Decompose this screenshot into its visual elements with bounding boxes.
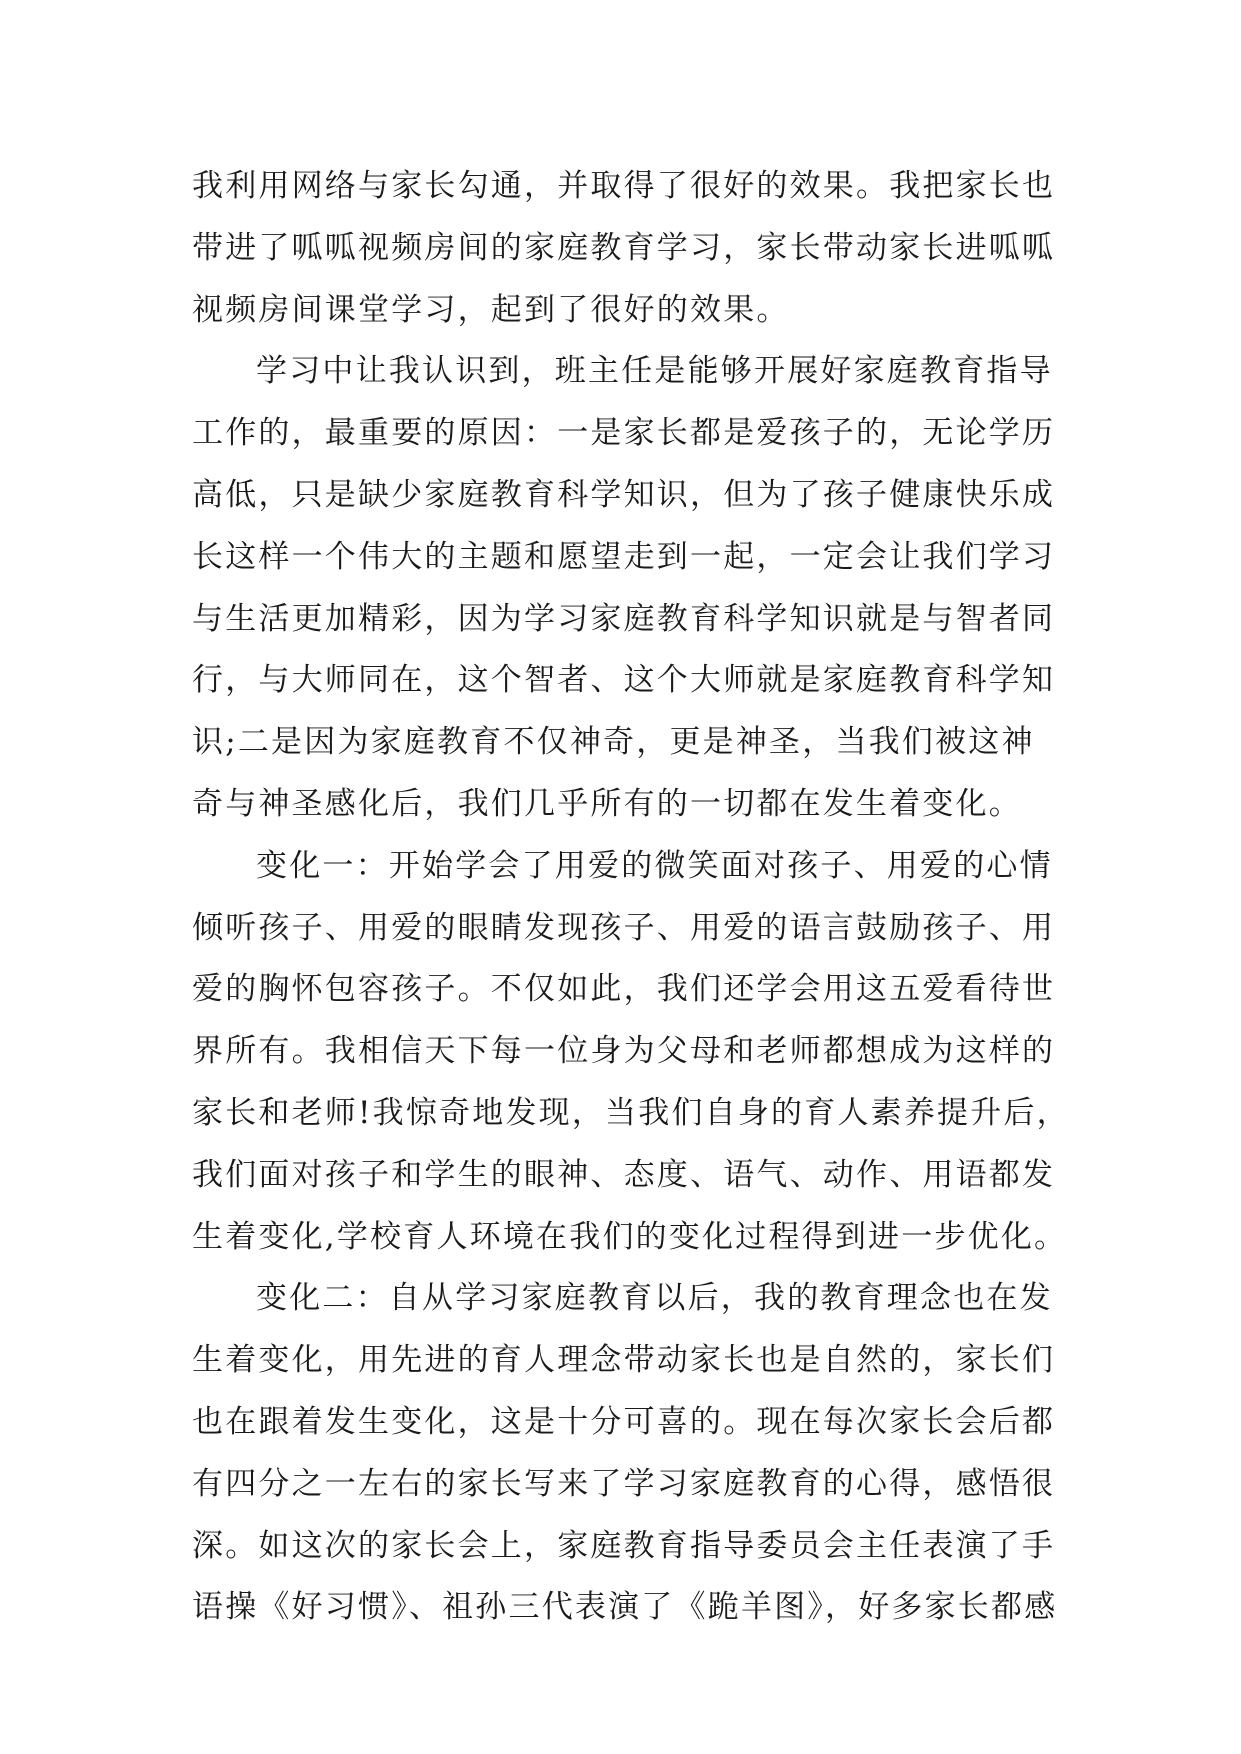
text-line: 深。如这次的家长会上，家庭教育指导委员会主任表演了手: [192, 1527, 1056, 1564]
text-line: 生着变化,学校育人环境在我们的变化过程得到进一步优化。: [192, 1218, 1068, 1255]
text-line: 语操《好习惯》、祖孙三代表演了《跪羊图》，好多家长都感: [192, 1589, 1058, 1626]
text-line: 有四分之一左右的家长写来了学习家庭教育的心得，感悟很: [192, 1465, 1056, 1502]
text-line: 倾听孩子、用爱的眼睛发现孩子、用爱的语言鼓励孩子、用: [192, 909, 1056, 946]
text-line: 奇与神圣感化后，我们几乎所有的一切都在发生着变化。: [192, 785, 1022, 822]
text-line: 生着变化，用先进的育人理念带动家长也是自然的，家长们: [192, 1342, 1056, 1379]
paragraph-start-line: 变化一：开始学会了用爱的微笑面对孩子、用爱的心情: [256, 847, 1053, 884]
paragraph-start-line: 学习中让我认识到，班主任是能够开展好家庭教育指导: [256, 353, 1053, 390]
text-line: 行，与大师同在，这个智者、这个大师就是家庭教育科学知: [192, 662, 1056, 699]
text-line: 视频房间课堂学习，起到了很好的效果。: [192, 291, 790, 328]
text-line: 也在跟着发生变化，这是十分可喜的。现在每次家长会后都: [192, 1403, 1056, 1440]
text-line: 高低，只是缺少家庭教育科学知识，但为了孩子健康快乐成: [192, 476, 1056, 513]
text-line: 界所有。我相信天下每一位身为父母和老师都想成为这样的: [192, 1033, 1056, 1070]
text-line: 带进了呱呱视频房间的家庭教育学习，家长带动家长进呱呱: [192, 229, 1056, 266]
text-line: 识;二是因为家庭教育不仅神奇，更是神圣，当我们被这神: [192, 724, 1035, 761]
body-text: [192, 156, 1070, 1639]
text-line: 家长和老师!我惊奇地发现，当我们自身的育人素养提升后，: [192, 1094, 1070, 1131]
text-line: 我利用网络与家长勾通，并取得了很好的效果。我把家长也: [192, 168, 1056, 204]
text-line: 长这样一个伟大的主题和愿望走到一起，一定会让我们学习: [192, 538, 1056, 575]
text-line: 爱的胸怀包容孩子。不仅如此，我们还学会用这五爱看待世: [192, 971, 1056, 1008]
text-line: 我们面对孩子和学生的眼神、态度、语气、动作、用语都发: [192, 1156, 1056, 1193]
paragraph-start-line: 变化二：自从学习家庭教育以后，我的教育理念也在发: [256, 1280, 1053, 1317]
text-line: 工作的，最重要的原因：一是家长都是爱孩子的，无论学历: [192, 415, 1056, 452]
text-line: 与生活更加精彩，因为学习家庭教育科学知识就是与智者同: [192, 600, 1056, 637]
